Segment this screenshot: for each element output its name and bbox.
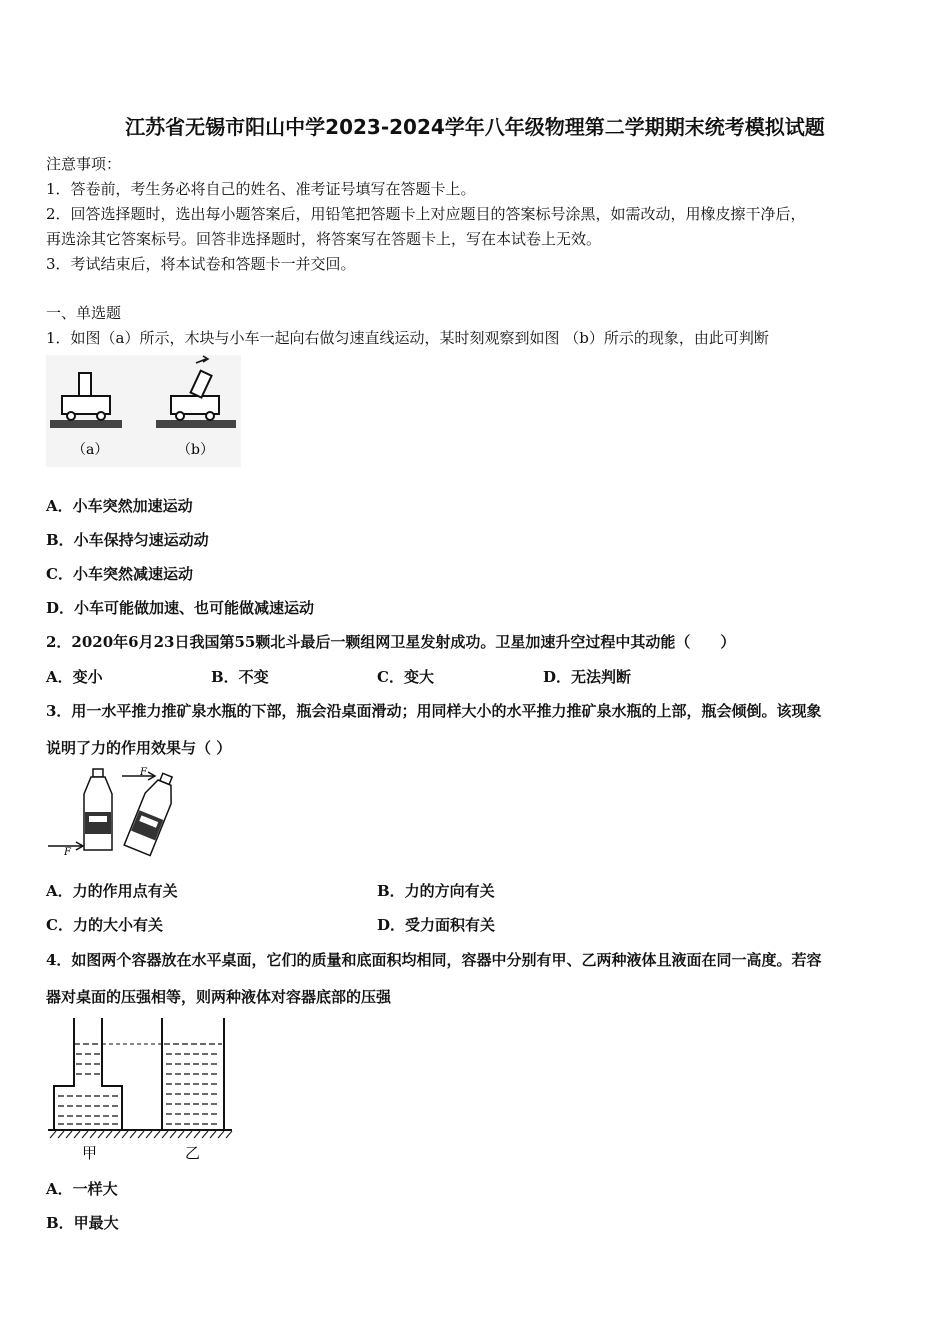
q1-stem: 1．如图（a）所示，木块与小车一起向右做匀速直线运动，某时刻观察到如图 （b）所示的现象，由此可判断: [46, 329, 769, 347]
q1-option-d[interactable]: D．小车可能做加速、也可能做减速运动: [46, 599, 315, 617]
bottle-upright: [84, 769, 112, 850]
q3-option-b[interactable]: B．力的方向有关: [377, 882, 495, 900]
q4-stem-line1: 4．如图两个容器放在水平桌面，它们的质量和底面积均相同，容器中分别有甲、乙两种液体且液面在同一高度。若容: [46, 951, 822, 969]
q3-stem-line1: 3．用一水平推力推矿泉水瓶的下部，瓶会沿桌面滑动；用同样大小的水平推力推矿泉水瓶的上部，瓶会倾倒。该现象: [46, 702, 822, 720]
q2-stem: 2．2020年6月23日我国第55颗北斗最后一颗组网卫星发射成功。卫星加速升空过程中其动能（ ）: [46, 633, 736, 651]
q3-figure: [46, 766, 186, 862]
q4-figure: [46, 1014, 236, 1164]
q3-option-c[interactable]: C．力的大小有关: [46, 916, 163, 934]
force-label-top: F: [140, 767, 147, 778]
notice-item-1: 1．答卷前，考生务必将自己的姓名、准考证号填写在答题卡上。: [46, 180, 476, 198]
q2-option-d[interactable]: D．无法判断: [543, 668, 632, 686]
q3-option-d[interactable]: D．受力面积有关: [377, 916, 496, 934]
q2-option-c[interactable]: C．变大: [377, 668, 434, 686]
q3-stem-line2: 说明了力的作用效果与（ ）: [46, 739, 232, 757]
page-title: 江苏省无锡市阳山中学2023-2024学年八年级物理第二学期期末统考模拟试题: [125, 115, 825, 139]
container-jia: [54, 1018, 122, 1130]
q1-option-c[interactable]: C．小车突然减速运动: [46, 565, 193, 583]
q2-option-b[interactable]: B．不变: [211, 668, 269, 686]
q4-stem-line2: 器对桌面的压强相等，则两种液体对容器底部的压强: [46, 988, 392, 1006]
section-heading: 一、单选题: [46, 304, 122, 322]
q1-option-a[interactable]: A．小车突然加速运动: [46, 497, 193, 515]
force-label-bottom: F: [64, 847, 71, 858]
fig-b-label: （b）: [177, 442, 214, 458]
notice-item-2-cont: 再选涂其它答案标号。回答非选择题时，将答案写在答题卡上，写在本试卷上无效。: [46, 230, 602, 248]
label-yi: 乙: [185, 1144, 201, 1162]
notice-heading: 注意事项：: [46, 155, 122, 173]
q3-option-a[interactable]: A．力的作用点有关: [46, 882, 178, 900]
block-a: [79, 373, 91, 396]
label-jia: 甲: [82, 1144, 98, 1162]
ground-hatch: [50, 1131, 232, 1138]
notice-item-2: 2．回答选择题时，选出每小题答案后，用铅笔把答题卡上对应题目的答案标号涂黑，如需改动，用橡皮擦干净后，: [46, 205, 806, 223]
q4-option-a[interactable]: A．一样大: [46, 1180, 118, 1198]
bottle-tilted: [124, 770, 180, 856]
container-yi: [162, 1018, 224, 1130]
q1-option-b[interactable]: B．小车保持匀速运动动: [46, 531, 209, 549]
q1-figure: [46, 355, 241, 467]
fig-a-label: （a）: [72, 442, 109, 458]
notice-item-3: 3．考试结束后，将本试卷和答题卡一并交回。: [46, 255, 356, 273]
q4-option-b[interactable]: B．甲最大: [46, 1214, 119, 1232]
q2-option-a[interactable]: A．变小: [46, 668, 103, 686]
